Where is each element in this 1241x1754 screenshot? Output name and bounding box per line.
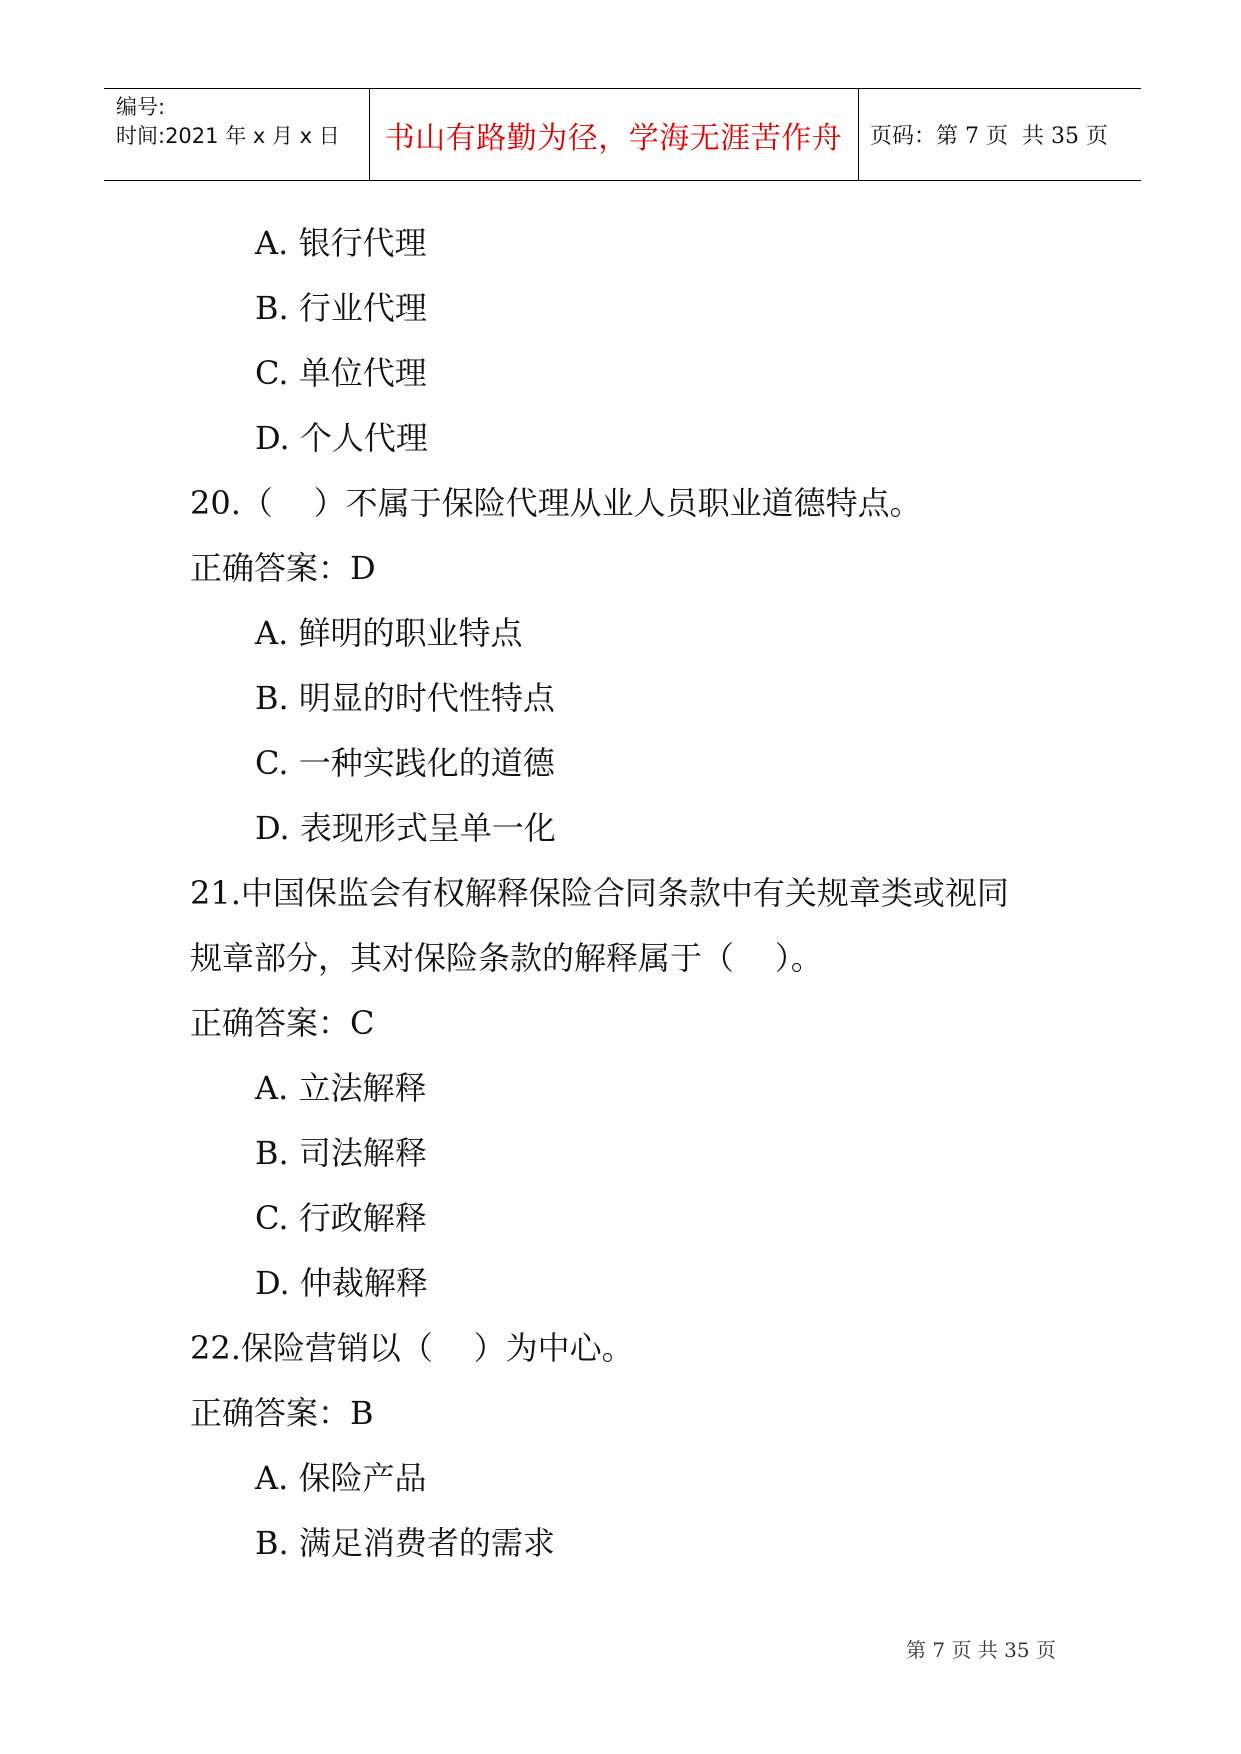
option-line: B. 明显的时代性特点 [255,679,555,717]
header-meta [116,93,340,151]
document-time-label: 时间:2021 年 x 月 x 日 [116,124,340,148]
option-line: D. 表现形式呈单一化 [255,809,556,847]
option-line: C. 单位代理 [255,354,427,392]
option-line: A. 银行代理 [255,224,427,262]
document-number-label: 编号: [116,95,166,119]
header-page-code-text: 页码：第 7 页 共 35 页 [870,124,1108,149]
option-line: D. 个人代理 [255,419,428,457]
header-page-code [870,89,1108,180]
question-line: 20.（ ）不属于保险代理从业人员职业道德特点。 [190,484,922,522]
answer-line: 正确答案：B [190,1394,374,1432]
option-line: B. 满足消费者的需求 [255,1524,555,1562]
option-line: D. 仲裁解释 [255,1264,428,1302]
header-divider-right [858,89,859,180]
question-line: 22.保险营销以（ ）为中心。 [190,1329,634,1367]
option-line: C. 行政解释 [255,1199,427,1237]
answer-line: 正确答案：D [190,549,376,587]
option-line: A. 立法解释 [255,1069,427,1107]
option-line: B. 司法解释 [255,1134,427,1172]
page-footer: 第 7 页 共 35 页 [906,1638,1056,1662]
option-line: A. 保险产品 [255,1459,427,1497]
option-line: A. 鲜明的职业特点 [255,614,523,652]
option-line: B. 行业代理 [255,289,427,327]
question-line: 规章部分，其对保险条款的解释属于（ ）。 [190,939,823,977]
option-line: C. 一种实践化的道德 [255,744,555,782]
answer-line: 正确答案：C [190,1004,375,1042]
page-header [104,88,1141,181]
question-line: 21.中国保监会有权解释保险合同条款中有关规章类或视同 [190,874,1009,912]
header-motto: 书山有路勤为径，学海无涯苦作舟 [384,120,843,156]
